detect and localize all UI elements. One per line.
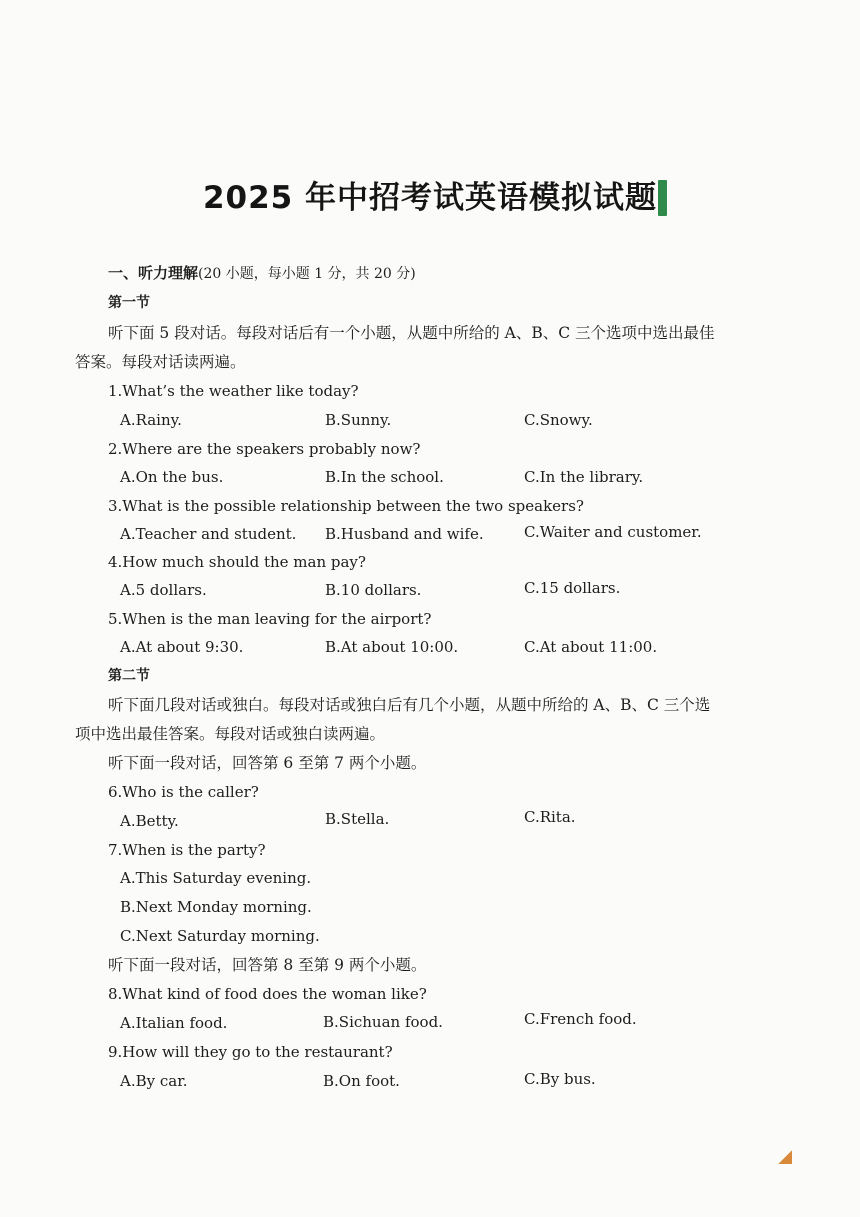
q2-option-a: A.On the bus. bbox=[120, 468, 224, 486]
q9-option-a: A.By car. bbox=[120, 1072, 188, 1090]
q5-option-c: C.At about 11:00. bbox=[524, 638, 658, 656]
lead-questions-6-7: 听下面一段对话，回答第 6 至第 7 两个小题。 bbox=[108, 754, 427, 772]
question-3: 3.What is the possible relationship between the two speakers? bbox=[108, 497, 584, 515]
section1-instruction-1: 听下面 5 段对话。每段对话后有一个小题，从题中所给的 A、B、C 三个选项中选出最佳 bbox=[108, 324, 715, 342]
q1-option-a: A.Rainy. bbox=[120, 411, 182, 429]
q8-option-a: A.Italian food. bbox=[120, 1014, 228, 1032]
question-2: 2.Where are the speakers probably now? bbox=[108, 440, 421, 458]
section1-label: 第一节 bbox=[108, 295, 150, 311]
q1-option-c: C.Snowy. bbox=[524, 411, 593, 429]
q3-option-c: C.Waiter and customer. bbox=[524, 523, 702, 541]
q4-option-b: B.10 dollars. bbox=[325, 581, 422, 599]
section2-instruction-2: 项中选出最佳答案。每段对话或独白读两遍。 bbox=[75, 725, 386, 743]
q5-option-b: B.At about 10:00. bbox=[325, 638, 459, 656]
q5-option-a: A.At about 9:30. bbox=[120, 638, 244, 656]
part1-heading-title: 一、听力理解 bbox=[108, 264, 199, 282]
q8-option-b: B.Sichuan food. bbox=[323, 1013, 443, 1031]
q3-option-b: B.Husband and wife. bbox=[325, 525, 484, 543]
part1-heading-note: (20 小题，每小题 1 分，共 20 分) bbox=[198, 266, 416, 282]
q7-option-a: A.This Saturday evening. bbox=[120, 869, 312, 887]
page-corner-mark bbox=[778, 1150, 792, 1164]
q2-option-b: B.In the school. bbox=[325, 468, 444, 486]
question-5: 5.When is the man leaving for the airport? bbox=[108, 610, 432, 628]
q3-option-a: A.Teacher and student. bbox=[120, 525, 297, 543]
q7-option-b: B.Next Monday morning. bbox=[120, 898, 312, 916]
question-7: 7.When is the party? bbox=[108, 841, 266, 859]
section2-label: 第二节 bbox=[108, 668, 150, 684]
q6-option-b: B.Stella. bbox=[325, 810, 390, 828]
page-title: 2025 年中招考试英语模拟试题 bbox=[202, 180, 658, 216]
q8-option-c: C.French food. bbox=[524, 1010, 637, 1028]
question-1: 1.What’s the weather like today? bbox=[108, 382, 359, 400]
q9-option-b: B.On foot. bbox=[323, 1072, 400, 1090]
question-8: 8.What kind of food does the woman like? bbox=[108, 985, 427, 1003]
question-6: 6.Who is the caller? bbox=[108, 783, 259, 801]
q7-option-c: C.Next Saturday morning. bbox=[120, 927, 320, 945]
q6-option-c: C.Rita. bbox=[524, 808, 576, 826]
green-marker bbox=[658, 180, 667, 216]
question-9: 9.How will they go to the restaurant? bbox=[108, 1043, 393, 1061]
q1-option-b: B.Sunny. bbox=[325, 411, 392, 429]
section1-instruction-2: 答案。每段对话读两遍。 bbox=[75, 353, 246, 371]
lead-questions-8-9: 听下面一段对话，回答第 8 至第 9 两个小题。 bbox=[108, 956, 427, 974]
q9-option-c: C.By bus. bbox=[524, 1070, 596, 1088]
q4-option-a: A.5 dollars. bbox=[120, 581, 207, 599]
section2-instruction-1: 听下面几段对话或独白。每段对话或独白后有几个小题，从题中所给的 A、B、C 三个选 bbox=[108, 696, 711, 714]
question-4: 4.How much should the man pay? bbox=[108, 553, 366, 571]
part1-heading bbox=[108, 263, 416, 284]
q4-option-c: C.15 dollars. bbox=[524, 579, 621, 597]
q6-option-a: A.Betty. bbox=[120, 812, 179, 830]
q2-option-c: C.In the library. bbox=[524, 468, 644, 486]
